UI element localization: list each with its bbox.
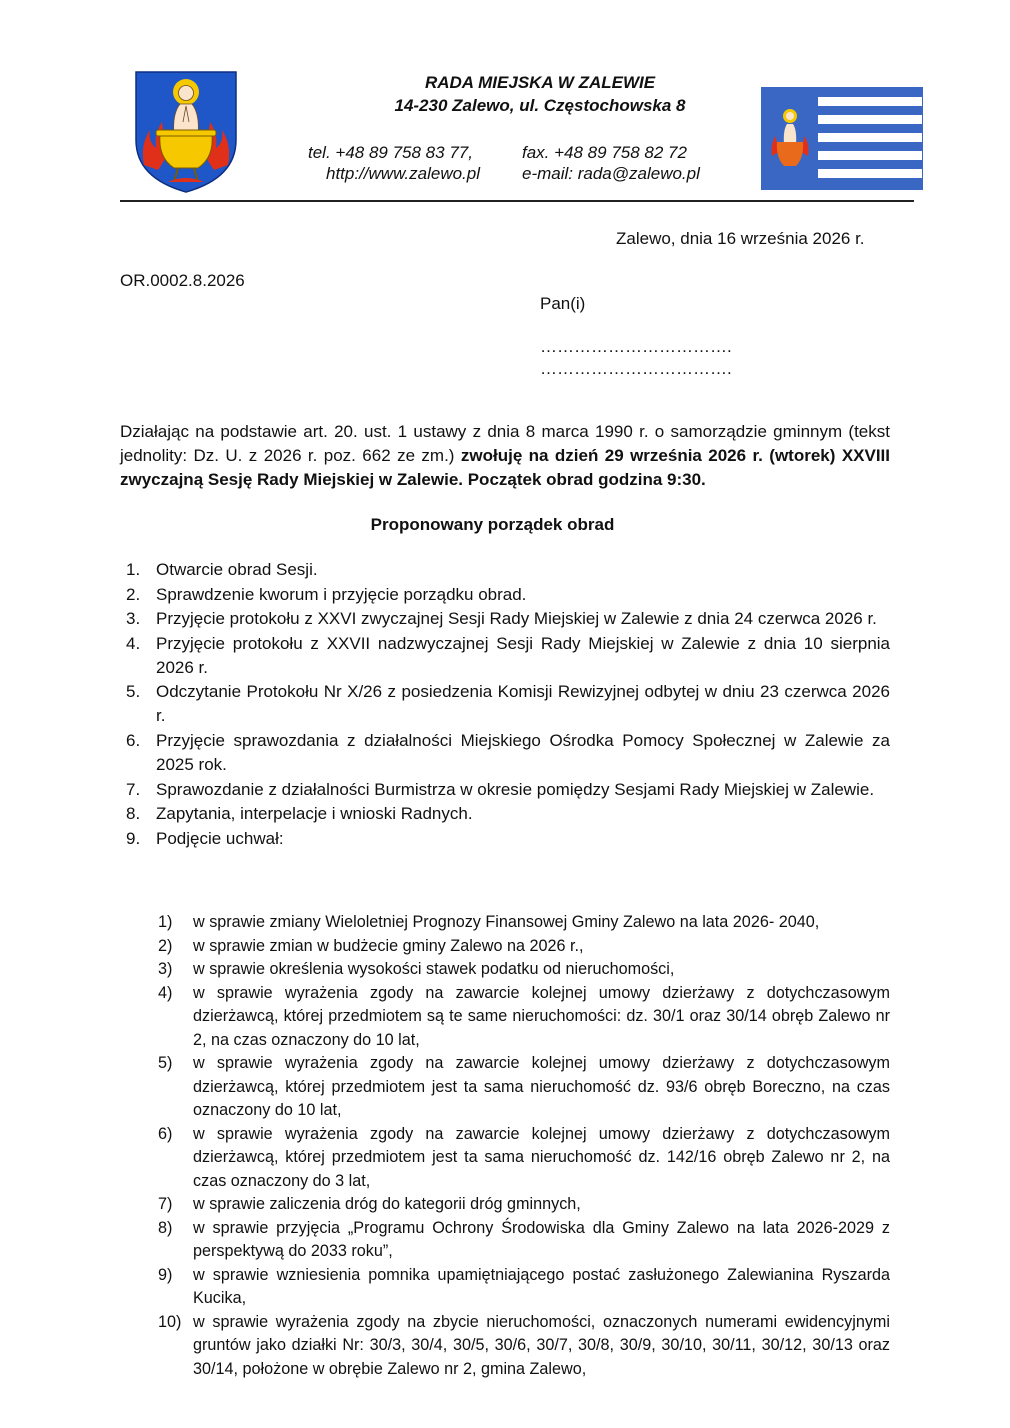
agenda-item-text: Przyjęcie sprawozdania z działalności Miejskiego Ośrodka Pomocy Społecznej w Zalewie za 2025 rok. (156, 730, 890, 774)
agenda-list (120, 558, 890, 851)
resolution-number: 1) (158, 913, 173, 931)
intro-text: Działając na podstawie art. 20. ust. 1 ustawy z dnia 8 marca 1990 r. o samorządzie gminnym (tekst jednolity: Dz. U. z 2026 r. poz. 662 ze zm.) (120, 422, 890, 465)
agenda-item (120, 680, 890, 728)
agenda-item (120, 729, 890, 777)
agenda-item-text: Zapytania, interpelacje i wnioski Radnych. (156, 804, 473, 824)
agenda-item-number: 6. (126, 730, 141, 750)
agenda-item (120, 827, 890, 851)
agenda-item-text: Przyjęcie protokołu z XXVII nadzwyczajnej Sesji Rady Miejskiej w Zalewie z dnia 10 sierpnia 2026 r. (156, 633, 890, 677)
agenda-item (120, 607, 890, 631)
reference-number: OR.0002.8.2026 (120, 271, 245, 290)
addressee-dots-line-2: ……………………………. (540, 359, 732, 378)
resolutions-list (158, 911, 890, 1381)
resolution-item (158, 911, 890, 935)
resolution-number: 2) (158, 936, 173, 955)
resolution-item (158, 982, 890, 1053)
agenda-item-number: 1. (126, 560, 141, 579)
agenda-item (120, 778, 890, 802)
resolution-text: w sprawie określenia wysokości stawek podatku od nieruchomości, (193, 960, 675, 978)
agenda-item (120, 558, 890, 582)
organization-address: 14-230 Zalewo, ul. Częstochowska 8 (394, 96, 686, 115)
agenda-item (120, 802, 890, 826)
resolution-number: 5) (158, 1054, 173, 1072)
addressee-dots-line-1: ……………………………. (540, 337, 732, 356)
agenda-item-text: Otwarcie obrad Sesji. (156, 560, 318, 579)
resolution-number: 7) (158, 1195, 173, 1213)
agenda-item-number: 8. (126, 804, 141, 824)
agenda-item-text: Sprawdzenie kworum i przyjęcie porządku obrad. (156, 584, 527, 604)
agenda-item-number: 4. (126, 633, 141, 653)
intro-paragraph (120, 420, 890, 492)
resolution-text: w sprawie zmiany Wieloletniej Prognozy Finansowej Gminy Zalewo na lata 2026- 2040, (193, 913, 820, 931)
fax-number: fax. +48 89 758 82 72 (522, 143, 687, 162)
agenda-item-number: 9. (126, 828, 141, 848)
letter-date: Zalewo, dnia 16 września 2026 r. (616, 229, 865, 248)
agenda-item-number: 5. (126, 682, 141, 702)
resolution-number: 10) (158, 1312, 182, 1331)
addressee-label: Pan(i) (540, 294, 586, 313)
town-flag-emblem (761, 87, 923, 190)
coat-of-arms-emblem (134, 70, 238, 194)
phone-number: tel. +48 89 758 83 77, (308, 143, 473, 162)
resolution-item (158, 1123, 890, 1194)
agenda-item-text: Sprawozdanie z działalności Burmistrza w okresie pomiędzy Sesjami Rady Miejskiej w Zalewie. (156, 779, 875, 799)
agenda-heading: Proponowany porządek obrad (370, 515, 615, 534)
agenda-item-number: 2. (126, 584, 141, 604)
resolution-text: w sprawie wyrażenia zgody na zawarcie kolejnej umowy dzierżawy z dotychczasowym dzierżawcą, której przedmiotem są te same nieruchomości: dz. 30/1 oraz 30/14 obręb Zalewo nr 2, na czas oznaczony do 10 lat, (193, 983, 890, 1049)
resolution-item (158, 958, 890, 982)
resolution-text: w sprawie przyjęcia „Programu Ochrony Środowiska dla Gminy Zalewo na lata 2026-2029 z perspektywą do 2033 roku”, (193, 1218, 890, 1260)
resolution-text: w sprawie zaliczenia dróg do kategorii dróg gminnych, (193, 1195, 581, 1213)
agenda-item-text: Odczytanie Protokołu Nr X/26 z posiedzenia Komisji Rewizyjnej odbytej w dniu 23 czerwca 2026 r. (156, 682, 890, 726)
resolution-item (158, 1311, 890, 1382)
resolution-item (158, 935, 890, 959)
agenda-item (120, 583, 890, 607)
resolution-item (158, 1264, 890, 1311)
resolution-item (158, 1193, 890, 1217)
resolution-number: 6) (158, 1124, 173, 1143)
header-divider (120, 200, 914, 202)
agenda-item-number: 3. (126, 609, 141, 629)
email-link[interactable]: e-mail: rada@zalewo.pl (522, 164, 700, 183)
agenda-item-text: Podjęcie uchwał: (156, 828, 284, 848)
intro-bold-text: zwołuję na dzień 29 września 2026 r. (wtorek) XXVIII zwyczajną Sesję Rady Miejskiej w Zalewie. Początek obrad godzina 9:30. (120, 446, 891, 489)
resolution-text: w sprawie wyrażenia zgody na zbycie nieruchomości, oznaczonych numerami ewidencyjnymi gruntów jako działki Nr: 30/3, 30/4, 30/5, 30/6, 30/7, 30/8, 30/9, 30/10, 30/11, 30/12, 30/13 oraz 30/14, położone w obrębie Zalewo nr 2, gmina Zalewo, (193, 1312, 890, 1378)
resolution-number: 9) (158, 1265, 173, 1284)
resolution-item (158, 1217, 890, 1264)
resolution-number: 8) (158, 1218, 173, 1237)
resolution-number: 3) (158, 960, 173, 978)
resolution-text: w sprawie wzniesienia pomnika upamiętniającego postać zasłużonego Zalewianina Ryszarda Kucika, (193, 1265, 890, 1307)
website-link[interactable]: http://www.zalewo.pl (326, 164, 481, 183)
resolution-text: w sprawie wyrażenia zgody na zawarcie kolejnej umowy dzierżawy z dotychczasowym dzierżawcą, której przedmiotem jest ta sama nieruchomość dz. 142/16 obręb Zalewo nr 2, na czas oznaczony do 3 lat, (193, 1124, 890, 1190)
resolution-number: 4) (158, 983, 173, 1002)
agenda-item (120, 632, 890, 680)
resolution-text: w sprawie wyrażenia zgody na zawarcie kolejnej umowy dzierżawy z dotychczasowym dzierżawcą, której przedmiotem jest ta sama nieruchomość dz. 93/6 obręb Boreczno, na czas oznaczony do 10 lat, (193, 1054, 890, 1119)
agenda-item-number: 7. (126, 779, 141, 799)
agenda-item-text: Przyjęcie protokołu z XXVI zwyczajnej Sesji Rady Miejskiej w Zalewie z dnia 24 czerwca 2026 r. (156, 609, 877, 629)
resolution-item (158, 1052, 890, 1123)
organization-name: RADA MIEJSKA W ZALEWIE (424, 73, 656, 92)
resolution-text: w sprawie zmian w budżecie gminy Zalewo na 2026 r., (193, 936, 584, 955)
